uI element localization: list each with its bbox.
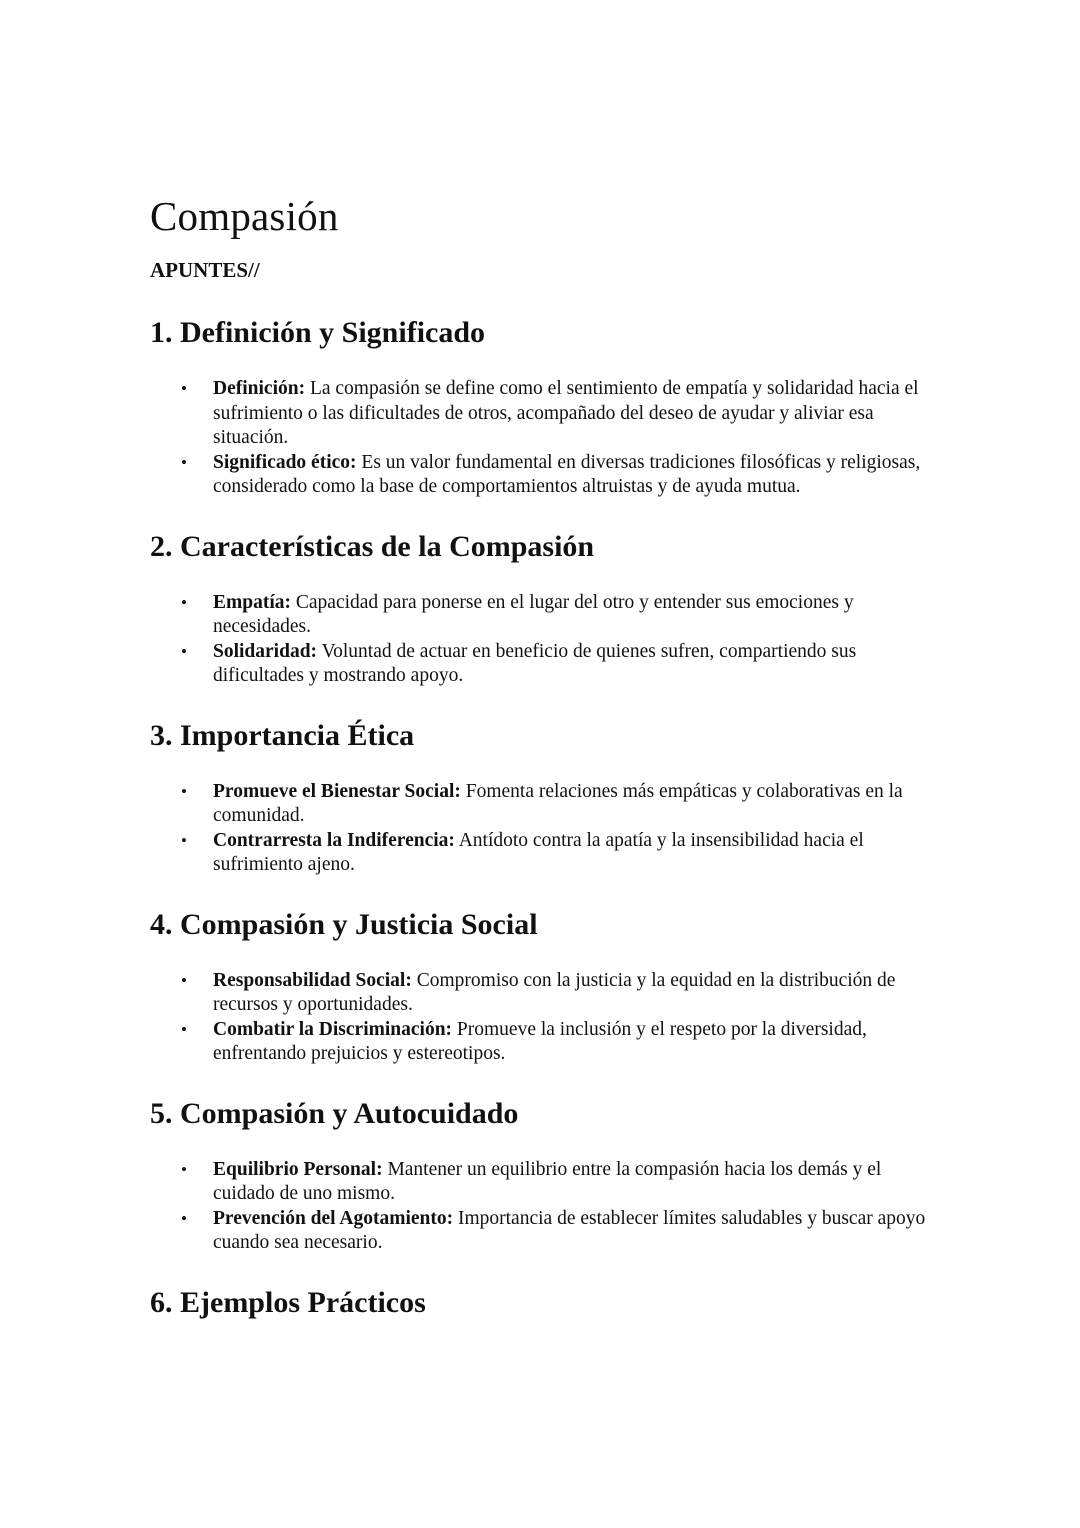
item-term: Responsabilidad Social:: [213, 969, 412, 991]
list-item: [150, 1207, 940, 1256]
item-description: Promueve la inclusión y el respeto por la diversidad, enfrentando prejuicios y estereotipos.: [213, 1018, 867, 1064]
section: [150, 1284, 940, 1322]
item-description: Mantener un equilibrio entre la compasión hacia los demás y el cuidado de uno mismo.: [213, 1158, 882, 1204]
section-heading: 3. Importancia Ética: [150, 718, 415, 752]
bullet-icon: •: [181, 452, 187, 472]
section: [150, 717, 940, 878]
item-term: Promueve el Bienestar Social:: [213, 780, 461, 802]
section-heading: 6. Ejemplos Prácticos: [150, 1285, 426, 1319]
item-description: Fomenta relaciones más empáticas y colaborativas en la comunidad.: [213, 780, 903, 826]
bullet-icon: •: [181, 830, 187, 850]
bullet-icon: •: [181, 970, 187, 990]
item-description: Capacidad para ponerse en el lugar del otro y entender sus emociones y necesidades.: [213, 591, 854, 637]
bullet-icon: •: [181, 592, 187, 612]
bullet-icon: •: [181, 379, 187, 398]
bullet-icon: •: [181, 1208, 187, 1228]
bullet-icon: •: [181, 641, 187, 661]
item-term: Empatía:: [213, 591, 291, 613]
bullet-icon: •: [181, 1019, 187, 1039]
item-description: Importancia de establecer límites saludables y buscar apoyo cuando sea necesario.: [213, 1207, 926, 1253]
item-term: Equilibrio Personal:: [213, 1158, 383, 1180]
section-heading: 2. Características de la Compasión: [150, 529, 595, 563]
item-term: Combatir la Discriminación:: [213, 1018, 453, 1040]
bullet-icon: •: [181, 781, 187, 801]
list-item: [150, 451, 940, 500]
list-item: [150, 640, 940, 689]
item-description: Compromiso con la justicia y la equidad en la distribución de recursos y oportunidades.: [213, 969, 896, 1015]
item-description: La compasión se define como el sentimiento de empatía y solidaridad hacia el sufrimiento o las dificultades de otros, acompañado del deseo de ayudar y aliviar esa situación.: [213, 378, 919, 448]
section-heading: 5. Compasión y Autocuidado: [150, 1096, 519, 1130]
page-title: Compasión: [150, 193, 339, 239]
item-term: Prevención del Agotamiento:: [213, 1207, 454, 1229]
item-description: Voluntad de actuar en beneficio de quienes sufren, compartiendo sus dificultades y mostrando apoyo.: [213, 640, 857, 686]
bullet-list: [150, 377, 940, 500]
item-term: Solidaridad:: [213, 640, 318, 662]
document-subtitle: APUNTES//: [150, 258, 260, 282]
section-heading: 1. Definición y Significado: [150, 316, 486, 349]
section: [150, 1095, 940, 1256]
section-heading: 4. Compasión y Justicia Social: [150, 907, 538, 941]
document-page: [150, 190, 940, 1322]
item-description: Es un valor fundamental en diversas tradiciones filosóficas y religiosas, considerado como la base de comportamientos altruistas y de ayuda mutua.: [213, 451, 921, 497]
bullet-list: [150, 969, 940, 1067]
list-item: [150, 591, 940, 640]
list-item: [150, 377, 940, 451]
section: [150, 528, 940, 689]
bullet-list: [150, 780, 940, 878]
bullet-list: [150, 1158, 940, 1256]
item-term: Contrarresta la Indiferencia:: [213, 829, 455, 851]
sections-container: [150, 314, 940, 1322]
list-item: [150, 969, 940, 1018]
list-item: [150, 780, 940, 829]
item-description: Antídoto contra la apatía y la insensibilidad hacia el sufrimiento ajeno.: [213, 829, 864, 875]
list-item: [150, 1018, 940, 1067]
list-item: [150, 829, 940, 878]
bullet-icon: •: [181, 1159, 187, 1179]
section: [150, 314, 940, 500]
item-term: Definición:: [213, 378, 306, 399]
list-item: [150, 1158, 940, 1207]
item-term: Significado ético:: [213, 451, 357, 473]
section: [150, 906, 940, 1067]
bullet-list: [150, 591, 940, 689]
